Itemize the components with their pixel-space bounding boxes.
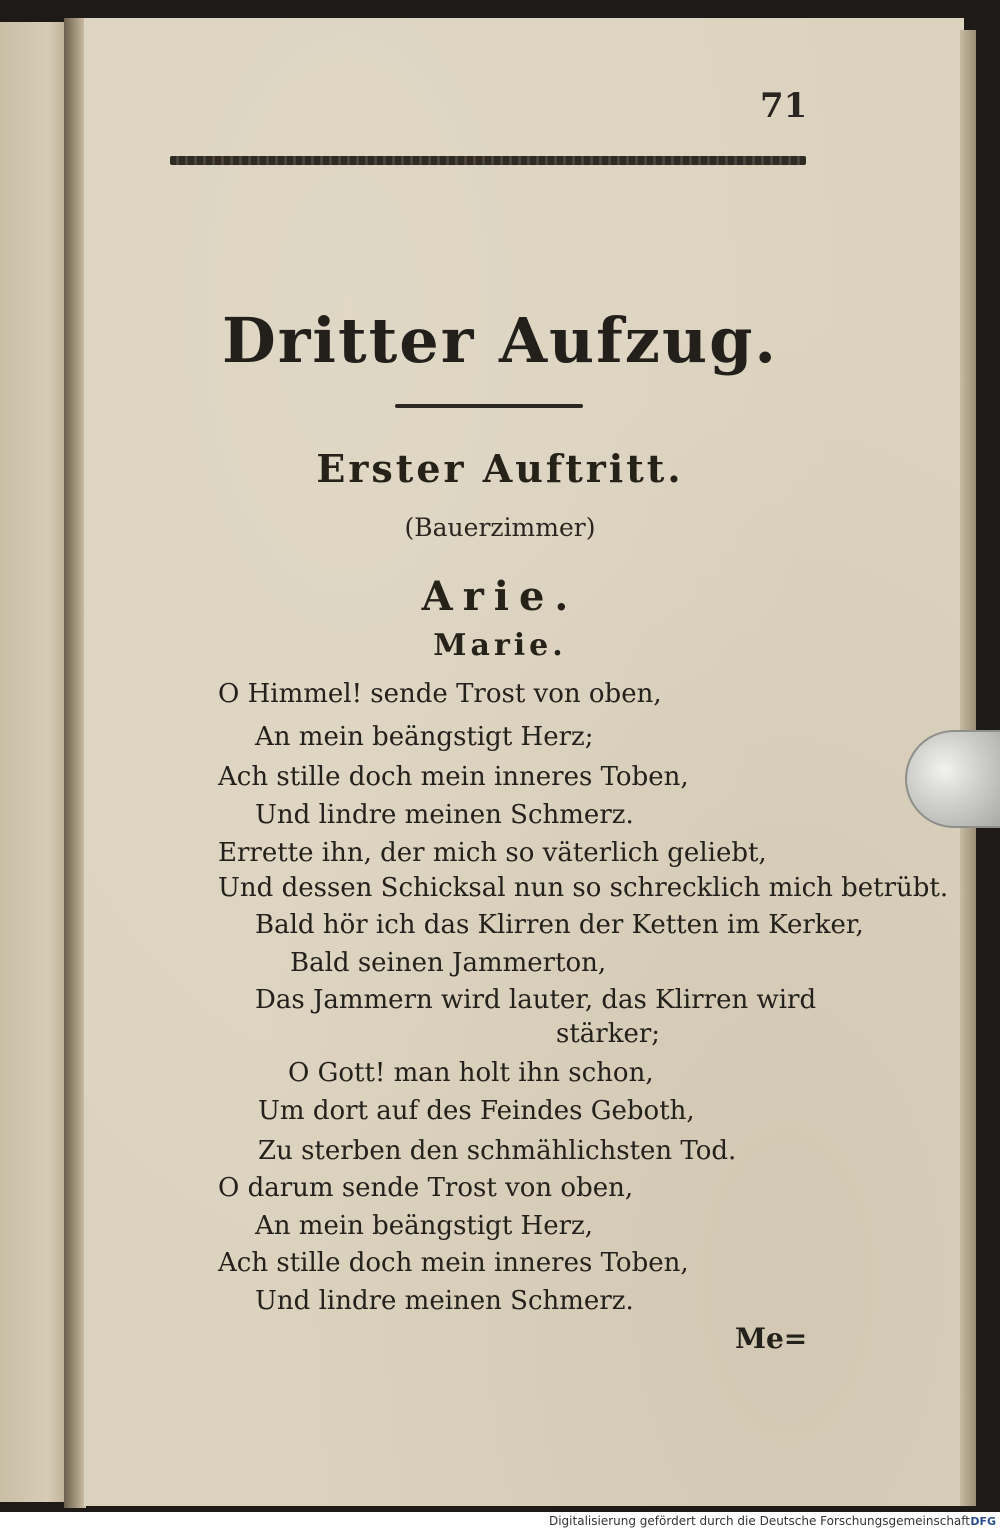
verse-line: Errette ihn, der mich so väterlich geliebt, [218, 838, 767, 868]
verse-line: Und lindre meinen Schmerz. [255, 800, 634, 830]
verse-line: O Himmel! sende Trost von oben, [218, 679, 662, 709]
verse-line: O Gott! man holt ihn schon, [288, 1058, 654, 1088]
verse-line: Und dessen Schicksal nun so schrecklich mich betrübt. [218, 873, 949, 903]
scene-setting: (Bauerzimmer) [404, 513, 596, 542]
speaker-name: Marie. [433, 628, 567, 663]
page-holder-clip [905, 730, 1000, 828]
footer-bar [0, 1512, 1000, 1533]
verse-line: An mein beängstigt Herz, [255, 1211, 593, 1241]
verse-line: stärker; [556, 1019, 661, 1049]
book-gutter [64, 18, 86, 1508]
verse-line: Um dort auf des Feindes Geboth, [258, 1096, 695, 1126]
section-heading: Arie. [421, 573, 579, 620]
verse-line: Das Jammern wird lauter, das Klirren wird [255, 985, 817, 1015]
title-divider [395, 404, 583, 408]
verse-line: Zu sterben den schmählichsten Tod. [258, 1136, 737, 1166]
page-number: 71 [760, 86, 808, 126]
verse-line: Ach stille doch mein inneres Toben, [218, 1248, 689, 1278]
catchword: Me= [735, 1322, 808, 1355]
act-title: Dritter Aufzug. [221, 304, 779, 377]
dfg-logo-icon: DFG [970, 1515, 996, 1528]
verse-line: Ach stille doch mein inneres Toben, [218, 762, 689, 792]
previous-page-edge [0, 22, 70, 1502]
verse-line: Bald seinen Jammerton, [290, 948, 607, 978]
verse-line: O darum sende Trost von oben, [218, 1173, 634, 1203]
verse-line: An mein beängstigt Herz; [255, 722, 594, 752]
verse-line: Und lindre meinen Schmerz. [255, 1286, 634, 1316]
digitization-credit: Digitalisierung gefördert durch die Deutsche Forschungsgemeinschaft [548, 1514, 970, 1528]
verse-line: Bald hör ich das Klirren der Ketten im Kerker, [255, 910, 864, 940]
header-rule [170, 156, 806, 165]
scene-heading: Erster Auftritt. [316, 446, 684, 491]
